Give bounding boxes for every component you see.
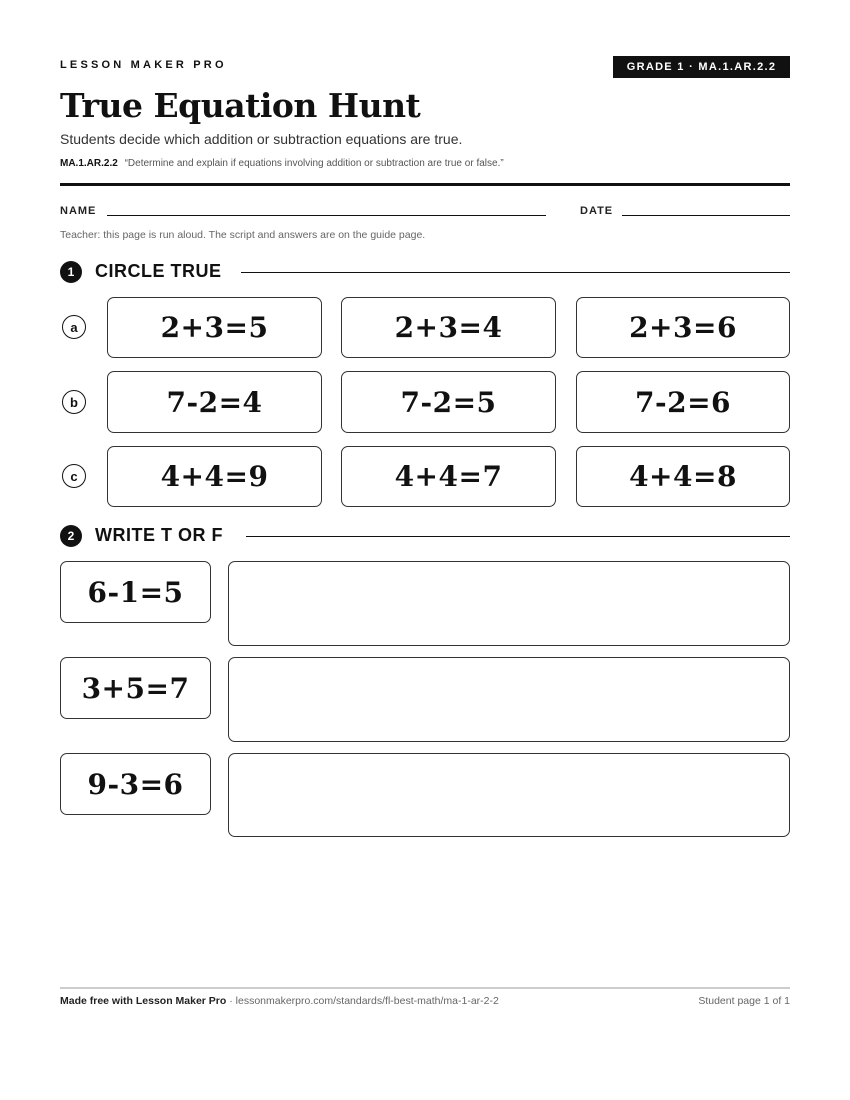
equation-option-c3[interactable]	[576, 446, 790, 507]
row-a-label: a	[62, 315, 86, 339]
equation-text: 2+3=5	[160, 311, 269, 344]
page-subtitle: Students decide which addition or subtraction equations are true.	[60, 131, 463, 147]
equation-option-c1[interactable]	[107, 446, 322, 507]
equation-text: 7-2=6	[634, 385, 732, 419]
section-2-title: WRITE T OR F	[95, 525, 223, 545]
footer-credit	[60, 995, 499, 1007]
date-field[interactable]	[622, 215, 790, 216]
footer-url[interactable]: lessonmakerpro.com/standards/fl-best-math/ma-1-ar-2-2	[235, 995, 499, 1007]
equation-option-b2[interactable]	[341, 371, 556, 433]
brand-name: LESSON MAKER PRO	[60, 59, 227, 71]
equation-text: 7-2=5	[400, 385, 497, 419]
equation-option-b1[interactable]	[107, 371, 322, 433]
tf-answer-box-2[interactable]	[228, 657, 790, 742]
footer-made-by: Made free with Lesson Maker Pro	[60, 995, 227, 1007]
footer-separator: ·	[226, 995, 236, 1007]
page-title: True Equation Hunt	[60, 86, 421, 125]
tf-answer-box-3[interactable]	[228, 753, 790, 837]
equation-option-c2[interactable]	[341, 446, 556, 507]
equation-text: 2+3=6	[629, 311, 737, 344]
section-1-rule	[241, 272, 790, 273]
equation-text: 2+3=4	[394, 311, 503, 344]
standard-code: MA.1.AR.2.2	[60, 158, 118, 169]
equation-text: 4+4=8	[629, 460, 737, 493]
tf-equation-3	[60, 753, 211, 815]
row-b-label: b	[62, 390, 86, 414]
header-divider	[60, 183, 790, 186]
equation-text: 4+4=9	[160, 460, 269, 493]
equation-text: 3+5=7	[81, 671, 190, 705]
footer-divider	[60, 987, 790, 989]
section-1-number: 1	[60, 261, 82, 283]
equation-option-a3[interactable]	[576, 297, 790, 358]
section-1-title: CIRCLE TRUE	[95, 261, 222, 281]
equation-text: 9-3=6	[87, 767, 184, 801]
equation-text: 4+4=7	[394, 460, 503, 493]
tf-answer-box-1[interactable]	[228, 561, 790, 646]
tf-equation-2	[60, 657, 211, 719]
section-2-number: 2	[60, 525, 82, 547]
name-field[interactable]	[107, 215, 546, 216]
grade-badge: GRADE 1 · MA.1.AR.2.2	[613, 56, 790, 78]
equation-text: 6-1=5	[87, 575, 184, 609]
equation-option-a2[interactable]	[341, 297, 556, 358]
name-label: NAME	[60, 205, 97, 217]
standard-text: “Determine and explain if equations involving addition or subtraction are true or false.”	[124, 158, 504, 169]
tf-equation-1	[60, 561, 211, 623]
equation-option-b3[interactable]	[576, 371, 790, 433]
equation-text: 7-2=4	[166, 385, 263, 419]
teacher-note: Teacher: this page is run aloud. The script and answers are on the guide page.	[60, 229, 426, 241]
date-label: DATE	[580, 205, 614, 217]
equation-option-a1[interactable]	[107, 297, 322, 358]
section-2-rule	[246, 536, 790, 537]
footer-page-number: Student page 1 of 1	[698, 995, 790, 1007]
standard-line	[60, 158, 504, 169]
row-c-label: c	[62, 464, 86, 488]
